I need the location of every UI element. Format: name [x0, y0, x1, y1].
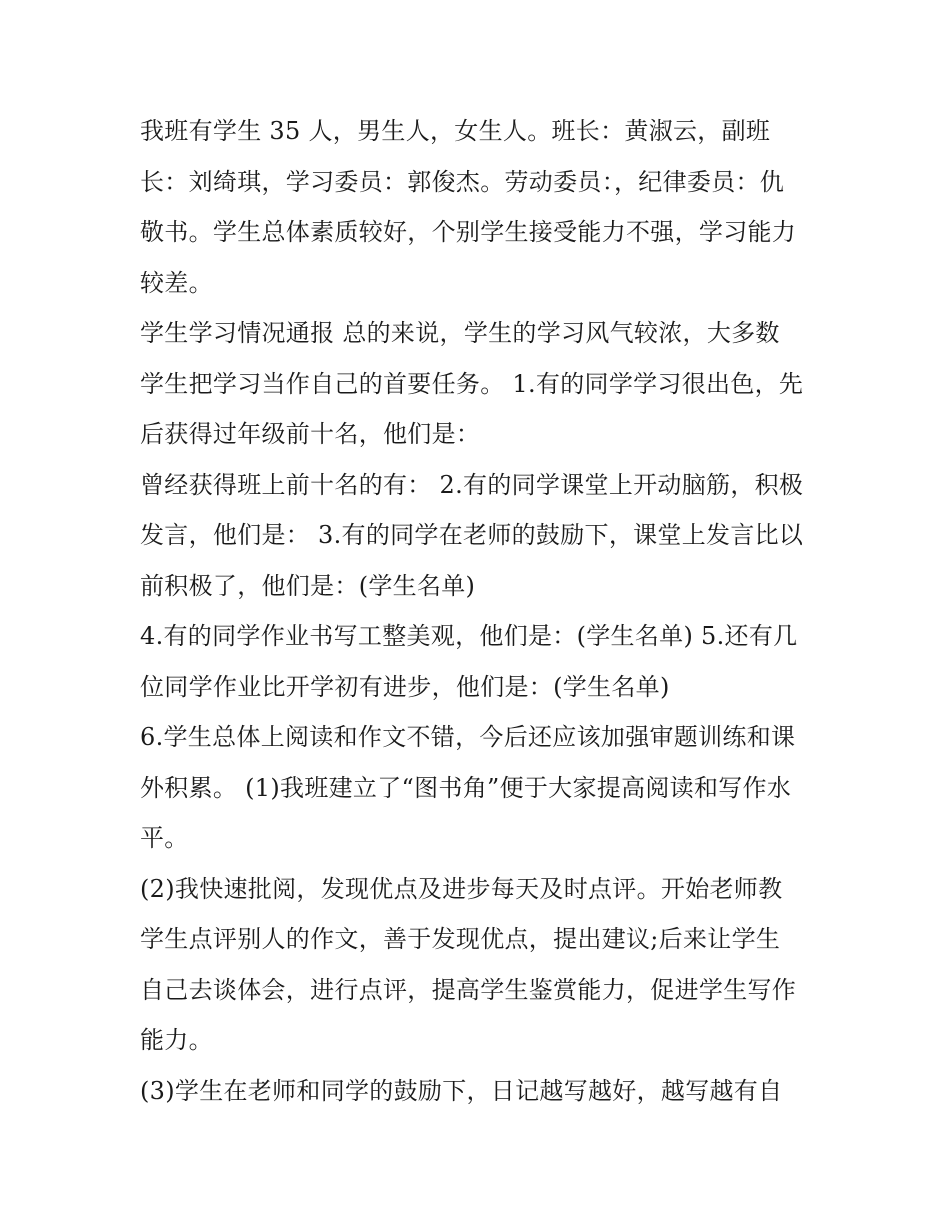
- text-line: (3)学生在老师和同学的鼓励下，日记越写越好，越写越有自: [140, 1076, 783, 1105]
- text-line: 长：刘绮琪，学习委员：郭俊杰。劳动委员：，纪律委员：仇: [140, 167, 785, 196]
- text-line: (2)我快速批阅，发现优点及进步每天及时点评。开始老师教: [140, 874, 783, 903]
- text-line: 我班有学生 35 人，男生人，女生人。班长：黄淑云，副班: [140, 117, 771, 145]
- text-line: 敬书。学生总体素质较好，个别学生接受能力不强，学习能力: [140, 218, 797, 246]
- paragraph-top-ten: [140, 460, 830, 612]
- text-line: 位同学作业比开学初有进步，他们是：(学生名单): [140, 672, 670, 701]
- text-line: 外积累。 (1)我班建立了“图书角”便于大家提高阅读和写作水: [140, 773, 792, 802]
- paragraph-grading: [140, 864, 830, 1066]
- text-line: 自己去谈体会，进行点评，提高学生鉴赏能力，促进学生写作: [140, 975, 797, 1004]
- text-line: 平。: [140, 824, 189, 852]
- paragraph-homework: [140, 611, 830, 712]
- paragraph-study-report: [140, 308, 830, 460]
- text-line: 能力。: [140, 1026, 213, 1054]
- text-line: 学生把学习当作自己的首要任务。 1.有的同学学习很出色，先: [140, 369, 804, 398]
- text-line: 曾经获得班上前十名的有： 2.有的同学课堂上开动脑筋，积极: [140, 470, 804, 499]
- text-line: 较差。: [140, 268, 213, 297]
- text-line: 学生学习情况通报 总的来说，学生的学习风气较浓，大多数: [140, 319, 780, 347]
- paragraph-diary: [140, 1066, 830, 1117]
- paragraph-class-overview: [140, 106, 830, 308]
- text-line: 6.学生总体上阅读和作文不错，今后还应该加强审题训练和课: [140, 723, 796, 751]
- text-line: 学生点评别人的作文，善于发现优点，提出建议;后来让学生: [140, 925, 781, 953]
- document-body: [140, 106, 830, 1116]
- text-line: 后获得过年级前十名，他们是：: [140, 420, 481, 448]
- text-line: 4.有的同学作业书写工整美观，他们是：(学生名单) 5.还有几: [140, 622, 798, 650]
- text-line: 前积极了，他们是：(学生名单): [140, 571, 476, 600]
- text-line: 发言，他们是： 3.有的同学在老师的鼓励下，课堂上发言比以: [140, 521, 804, 549]
- paragraph-reading-writing: [140, 712, 830, 864]
